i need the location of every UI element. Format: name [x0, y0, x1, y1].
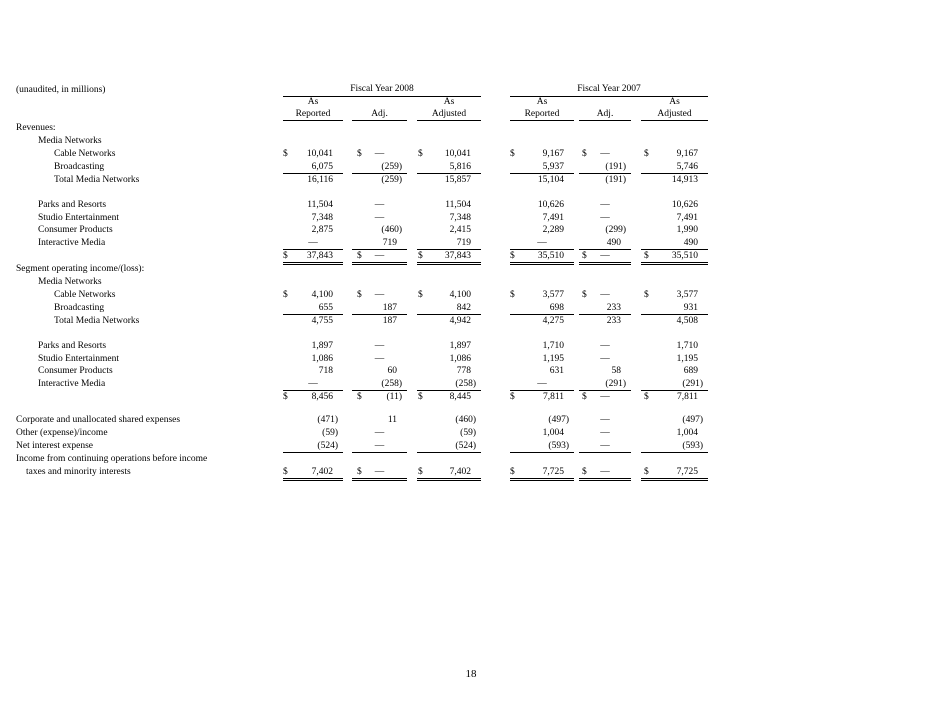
column-header-rule: [641, 120, 708, 121]
value-cell: 689: [683, 366, 698, 376]
column-header-rule: [283, 120, 343, 121]
value-cell: —: [374, 149, 385, 159]
value-cell: 7,348: [449, 213, 471, 223]
value-cell: 15,857: [444, 175, 471, 185]
dollar-sign: $: [582, 251, 587, 261]
dollar-sign: $: [283, 467, 288, 477]
dollar-sign: $: [283, 392, 288, 402]
value-cell: 10,626: [671, 200, 698, 210]
value-cell: (460): [455, 415, 476, 425]
dollar-sign: $: [357, 467, 362, 477]
column-header-rule: [579, 120, 631, 121]
fiscal-year-2008-header: Fiscal Year 2008: [350, 84, 414, 94]
value-cell: 6,075: [311, 162, 333, 172]
value-cell: 1,710: [542, 341, 564, 351]
row-label: Parks and Resorts: [38, 341, 107, 351]
value-cell: —: [374, 428, 385, 438]
subtotal-underline: [352, 452, 407, 453]
row-label: Interactive Media: [38, 238, 106, 248]
value-cell: (593): [548, 441, 569, 451]
value-cell: 4,100: [311, 290, 333, 300]
value-cell: 1,897: [311, 341, 333, 351]
value-cell: 16,116: [307, 175, 333, 185]
value-cell: —: [374, 200, 385, 210]
value-cell: (191): [605, 162, 626, 172]
value-cell: 490: [683, 238, 698, 248]
total-double-underline: [283, 262, 343, 265]
value-cell: 931: [683, 303, 698, 313]
column-header-rule: [510, 120, 574, 121]
value-cell: 8,456: [311, 392, 333, 402]
column-header-line2: Adj.: [371, 109, 388, 119]
dollar-sign: $: [644, 467, 649, 477]
dollar-sign: $: [644, 251, 649, 261]
dollar-sign: $: [582, 467, 587, 477]
row-label: Studio Entertainment: [38, 354, 120, 364]
value-cell: —: [600, 441, 610, 451]
value-cell: 8,445: [449, 392, 471, 402]
dollar-sign: $: [418, 467, 423, 477]
value-cell: —: [374, 467, 385, 477]
total-double-underline: [417, 262, 481, 265]
value-cell: —: [600, 251, 610, 261]
value-cell: 4,100: [449, 290, 471, 300]
dollar-sign: $: [644, 149, 649, 159]
dollar-sign: $: [510, 251, 515, 261]
value-cell: 7,811: [676, 392, 698, 402]
value-cell: —: [600, 354, 610, 364]
value-cell: (291): [605, 379, 626, 389]
total-double-underline: [579, 478, 631, 481]
dollar-sign: $: [644, 392, 649, 402]
dollar-sign: $: [582, 149, 587, 159]
value-cell: 1,086: [449, 354, 471, 364]
value-cell: (291): [682, 379, 703, 389]
value-cell: —: [600, 200, 610, 210]
value-cell: —: [600, 149, 610, 159]
value-cell: (593): [682, 441, 703, 451]
dollar-sign: $: [418, 290, 423, 300]
subtotal-underline: [579, 452, 631, 453]
value-cell: 187: [382, 316, 397, 326]
total-double-underline: [510, 478, 574, 481]
row-label: Segment operating income/(loss):: [16, 264, 145, 274]
value-cell: 1,004: [676, 428, 698, 438]
value-cell: 7,725: [676, 467, 698, 477]
value-cell: —: [374, 354, 385, 364]
subtotal-underline: [417, 452, 481, 453]
row-label: Broadcasting: [54, 162, 105, 172]
row-label: Consumer Products: [38, 225, 113, 235]
row-label: Total Media Networks: [54, 316, 140, 326]
column-header-line2: Adjusted: [657, 109, 692, 119]
row-label: Income from continuing operations before income: [16, 454, 208, 464]
value-cell: 4,755: [311, 316, 333, 326]
value-cell: 7,348: [311, 213, 333, 223]
value-cell: (59): [460, 428, 476, 438]
dollar-sign: $: [582, 392, 587, 402]
value-cell: 631: [549, 366, 564, 376]
fiscal-year-2007-header: Fiscal Year 2007: [577, 84, 641, 94]
page-number: 18: [465, 668, 477, 680]
value-cell: 35,510: [671, 251, 698, 261]
dollar-sign: $: [357, 290, 362, 300]
value-cell: —: [308, 238, 318, 248]
value-cell: 233: [606, 303, 621, 313]
value-cell: 15,104: [537, 175, 564, 185]
column-header-line1: As: [443, 97, 455, 107]
value-cell: —: [537, 238, 547, 248]
column-header-line2: Reported: [295, 109, 331, 119]
column-header-rule: [352, 120, 407, 121]
value-cell: 7,491: [676, 213, 698, 223]
value-cell: (11): [386, 392, 402, 402]
value-cell: 9,167: [676, 149, 698, 159]
total-double-underline: [417, 478, 481, 481]
dollar-sign: $: [510, 149, 515, 159]
value-cell: 5,937: [542, 162, 564, 172]
dollar-sign: $: [644, 290, 649, 300]
value-cell: —: [600, 213, 610, 223]
value-cell: (258): [455, 379, 476, 389]
value-cell: —: [600, 290, 610, 300]
value-cell: —: [374, 251, 385, 261]
value-cell: 233: [606, 316, 621, 326]
dollar-sign: $: [283, 290, 288, 300]
value-cell: 1,004: [542, 428, 564, 438]
value-cell: —: [374, 341, 385, 351]
value-cell: 7,725: [542, 467, 564, 477]
total-double-underline: [352, 478, 407, 481]
value-cell: —: [600, 341, 610, 351]
value-cell: 2,875: [311, 225, 333, 235]
row-label: Cable Networks: [54, 290, 116, 300]
value-cell: 11,504: [307, 200, 333, 210]
value-cell: 719: [456, 238, 471, 248]
value-cell: 37,843: [444, 251, 471, 261]
row-label: Interactive Media: [38, 379, 106, 389]
value-cell: 3,577: [542, 290, 564, 300]
value-cell: 37,843: [306, 251, 333, 261]
dollar-sign: $: [357, 392, 362, 402]
dollar-sign: $: [357, 251, 362, 261]
dollar-sign: $: [510, 467, 515, 477]
value-cell: 1,710: [676, 341, 698, 351]
row-label: Media Networks: [38, 136, 102, 146]
value-cell: (497): [682, 415, 703, 425]
value-cell: 187: [382, 303, 397, 313]
value-cell: (259): [381, 175, 402, 185]
dollar-sign: $: [357, 149, 362, 159]
value-cell: 11,504: [445, 200, 471, 210]
value-cell: 7,811: [542, 392, 564, 402]
dollar-sign: $: [510, 290, 515, 300]
row-label: Cable Networks: [54, 149, 116, 159]
value-cell: 9,167: [542, 149, 564, 159]
value-cell: 719: [382, 238, 397, 248]
value-cell: 60: [387, 366, 397, 376]
value-cell: (259): [381, 162, 402, 172]
unit-label: (unaudited, in millions): [16, 85, 106, 95]
value-cell: 2,415: [449, 225, 471, 235]
column-header-line2: Adjusted: [431, 109, 467, 119]
column-header-line1: As: [669, 97, 680, 107]
value-cell: (191): [605, 175, 626, 185]
value-cell: —: [374, 290, 385, 300]
value-cell: (59): [322, 428, 338, 438]
total-double-underline: [641, 262, 708, 265]
column-header-line1: As: [307, 97, 319, 107]
row-label: Consumer Products: [38, 366, 113, 376]
dollar-sign: $: [283, 149, 288, 159]
subtotal-underline: [283, 452, 343, 453]
value-cell: 7,402: [449, 467, 471, 477]
value-cell: (497): [548, 415, 569, 425]
value-cell: 4,508: [676, 316, 698, 326]
value-cell: —: [374, 441, 385, 451]
total-double-underline: [641, 478, 708, 481]
value-cell: 2,289: [542, 225, 564, 235]
value-cell: —: [308, 379, 318, 389]
value-cell: —: [600, 415, 610, 425]
row-label: Total Media Networks: [54, 175, 140, 185]
column-header-line1: As: [536, 97, 548, 107]
dollar-sign: $: [283, 251, 288, 261]
total-double-underline: [352, 262, 407, 265]
value-cell: 4,275: [542, 316, 564, 326]
value-cell: 10,041: [306, 149, 333, 159]
value-cell: 11: [387, 415, 397, 425]
value-cell: —: [537, 379, 547, 389]
value-cell: (460): [381, 225, 402, 235]
value-cell: —: [600, 428, 610, 438]
value-cell: 4,942: [449, 316, 471, 326]
value-cell: (524): [317, 441, 338, 451]
value-cell: 14,913: [671, 175, 698, 185]
value-cell: 1,990: [676, 225, 698, 235]
total-double-underline: [579, 262, 631, 265]
dollar-sign: $: [418, 392, 423, 402]
value-cell: 7,402: [311, 467, 333, 477]
row-label: Revenues:: [16, 123, 56, 133]
value-cell: 3,577: [676, 290, 698, 300]
dollar-sign: $: [582, 290, 587, 300]
column-header-line2: Adj.: [596, 109, 614, 119]
value-cell: 842: [456, 303, 471, 313]
value-cell: (471): [317, 415, 338, 425]
value-cell: —: [600, 467, 610, 477]
value-cell: 10,041: [444, 149, 471, 159]
column-header-line2: Reported: [524, 109, 560, 119]
value-cell: 698: [549, 303, 564, 313]
value-cell: 655: [318, 303, 333, 313]
row-label: Studio Entertainment: [38, 213, 120, 223]
value-cell: 1,195: [676, 354, 698, 364]
value-cell: 1,195: [542, 354, 564, 364]
value-cell: 7,491: [542, 213, 564, 223]
value-cell: —: [374, 213, 385, 223]
value-cell: (258): [381, 379, 402, 389]
value-cell: 5,816: [449, 162, 471, 172]
value-cell: (299): [605, 225, 626, 235]
column-header-rule: [417, 120, 481, 121]
dollar-sign: $: [418, 251, 423, 261]
dollar-sign: $: [418, 149, 423, 159]
value-cell: 35,510: [537, 251, 564, 261]
row-label: Media Networks: [38, 277, 102, 287]
value-cell: (524): [455, 441, 476, 451]
value-cell: 490: [606, 238, 621, 248]
row-label: taxes and minority interests: [26, 467, 131, 477]
value-cell: 718: [318, 366, 333, 376]
subtotal-underline: [641, 452, 708, 453]
value-cell: 778: [456, 366, 471, 376]
value-cell: —: [600, 392, 610, 402]
row-label: Net interest expense: [16, 441, 94, 451]
value-cell: 10,626: [537, 200, 564, 210]
total-double-underline: [283, 478, 343, 481]
value-cell: 5,746: [676, 162, 698, 172]
dollar-sign: $: [510, 392, 515, 402]
row-label: Corporate and unallocated shared expenses: [16, 415, 181, 425]
row-label: Parks and Resorts: [38, 200, 107, 210]
subtotal-underline: [510, 452, 574, 453]
row-label: Other (expense)/income: [16, 428, 108, 438]
row-label: Broadcasting: [54, 303, 105, 313]
value-cell: 1,086: [311, 354, 333, 364]
value-cell: 58: [611, 366, 621, 376]
value-cell: 1,897: [449, 341, 471, 351]
total-double-underline: [510, 262, 574, 265]
